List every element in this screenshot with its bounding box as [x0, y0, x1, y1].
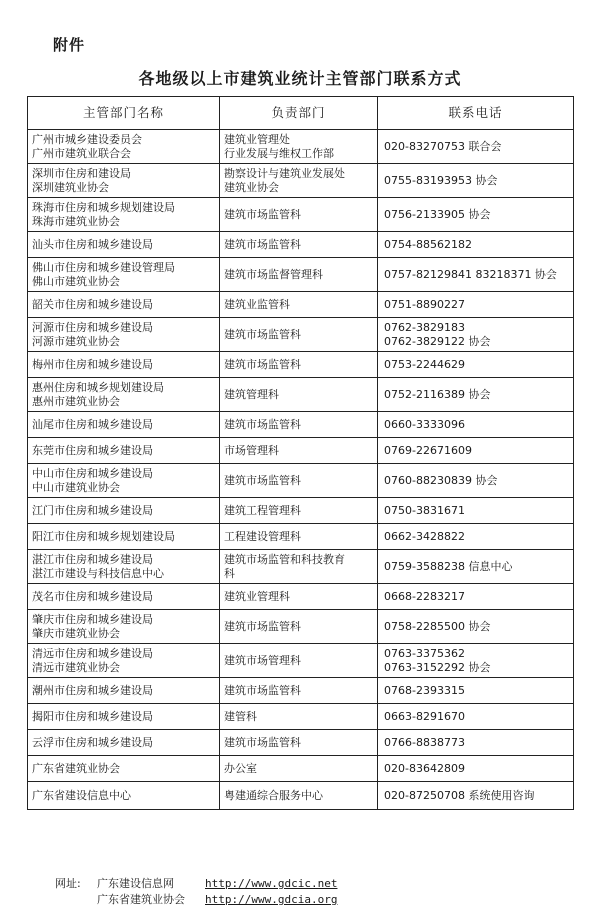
table-row [28, 550, 574, 584]
cell-line: 0751-8890227 [384, 297, 465, 311]
table-row [28, 464, 574, 498]
org-cell [28, 464, 220, 498]
cell-line: 建筑市场监管科 [224, 619, 301, 633]
cell-line: 惠州住房和城乡规划建设局 [32, 380, 164, 394]
cell-line: 珠海市建筑业协会 [32, 214, 120, 228]
phone-cell [378, 378, 574, 412]
phone-cell [378, 610, 574, 644]
phone-cell [378, 730, 574, 756]
dept-cell [220, 756, 378, 782]
phone-cell [378, 498, 574, 524]
cell-line: 020-83642809 [384, 761, 465, 775]
phone-cell [378, 704, 574, 730]
table-row [28, 292, 574, 318]
dept-cell [220, 610, 378, 644]
org-cell [28, 232, 220, 258]
table-row [28, 644, 574, 678]
cell-line: 建筑市场监管科 [224, 327, 301, 341]
org-cell [28, 292, 220, 318]
org-cell [28, 130, 220, 164]
table-row [28, 198, 574, 232]
phone-cell [378, 438, 574, 464]
dept-cell [220, 232, 378, 258]
table-row [28, 438, 574, 464]
cell-line: 佛山市建筑业协会 [32, 274, 120, 288]
dept-cell [220, 644, 378, 678]
cell-line: 河源市住房和城乡建设局 [32, 320, 153, 334]
cell-line: 中山市住房和城乡建设局 [32, 466, 153, 480]
cell-line: 梅州市住房和城乡建设局 [32, 357, 153, 371]
document-title: 各地级以上市建筑业统计主管部门联系方式 [138, 69, 462, 88]
dept-cell [220, 498, 378, 524]
cell-line: 广东省建设信息中心 [32, 788, 131, 802]
dept-cell [220, 550, 378, 584]
cell-line: 建筑业协会 [224, 180, 279, 194]
cell-line: 建筑业管理科 [224, 589, 290, 603]
cell-line: 建筑市场监管科 [224, 473, 301, 487]
phone-cell [378, 258, 574, 292]
table-row [28, 498, 574, 524]
cell-line: 肇庆市住房和城乡建设局 [32, 612, 153, 626]
cell-line: 云浮市住房和城乡建设局 [32, 735, 153, 749]
cell-line: 建筑工程管理科 [224, 503, 301, 517]
cell-line: 建筑市场管理科 [224, 653, 301, 667]
phone-cell [378, 678, 574, 704]
dept-cell [220, 318, 378, 352]
cell-line: 建筑市场监管和科技教育 [224, 552, 345, 566]
table-row [28, 678, 574, 704]
org-cell [28, 438, 220, 464]
cell-line: 0757-82129841 83218371 协会 [384, 267, 557, 281]
header-dept: 负责部门 [220, 97, 378, 130]
dept-cell [220, 292, 378, 318]
table-row [28, 584, 574, 610]
cell-line: 粤建通综合服务中心 [224, 788, 323, 802]
attachment-label: 附件 [53, 36, 86, 54]
cell-line: 东莞市住房和城乡建设局 [32, 443, 153, 457]
org-cell [28, 164, 220, 198]
dept-cell [220, 678, 378, 704]
dept-cell [220, 258, 378, 292]
org-cell [28, 584, 220, 610]
org-cell [28, 352, 220, 378]
cell-line: 0750-3831671 [384, 503, 465, 517]
cell-line: 行业发展与维权工作部 [224, 146, 334, 160]
cell-line: 潮州市住房和城乡建设局 [32, 683, 153, 697]
phone-cell [378, 232, 574, 258]
cell-line: 科 [224, 566, 235, 580]
cell-line: 勘察设计与建筑业发展处 [224, 166, 345, 180]
cell-line: 揭阳市住房和城乡建设局 [32, 709, 153, 723]
footer-label: 网址: [55, 877, 81, 890]
org-cell [28, 678, 220, 704]
dept-cell [220, 584, 378, 610]
phone-cell [378, 292, 574, 318]
cell-line: 韶关市住房和城乡建设局 [32, 297, 153, 311]
org-cell [28, 704, 220, 730]
cell-line: 0763-3152292 协会 [384, 660, 491, 674]
cell-line: 深圳市住房和建设局 [32, 166, 131, 180]
cell-line: 0754-88562182 [384, 237, 472, 251]
dept-cell [220, 412, 378, 438]
table-row [28, 318, 574, 352]
cell-line: 肇庆市建筑业协会 [32, 626, 120, 640]
cell-line: 中山市建筑业协会 [32, 480, 120, 494]
cell-line: 湛江市建设与科技信息中心 [32, 566, 164, 580]
dept-cell [220, 524, 378, 550]
cell-line: 0766-8838773 [384, 735, 465, 749]
table-row [28, 352, 574, 378]
cell-line: 建筑管理科 [224, 387, 279, 401]
cell-line: 建筑市场监管科 [224, 207, 301, 221]
table-row [28, 756, 574, 782]
dept-cell [220, 130, 378, 164]
cell-line: 广州市建筑业联合会 [32, 146, 131, 160]
phone-cell [378, 584, 574, 610]
cell-line: 0662-3428822 [384, 529, 465, 543]
cell-line: 0759-3588238 信息中心 [384, 559, 513, 573]
phone-cell [378, 164, 574, 198]
dept-cell [220, 198, 378, 232]
cell-line: 阳江市住房和城乡规划建设局 [32, 529, 175, 543]
cell-line: 建筑市场监管科 [224, 683, 301, 697]
cell-line: 办公室 [224, 761, 257, 775]
cell-line: 0755-83193953 协会 [384, 173, 498, 187]
contacts-table [27, 96, 574, 810]
table-row [28, 524, 574, 550]
org-cell [28, 644, 220, 678]
dept-cell [220, 378, 378, 412]
org-cell [28, 782, 220, 810]
footer [55, 876, 337, 908]
cell-line: 0760-88230839 协会 [384, 473, 498, 487]
cell-line: 建筑市场监督管理科 [224, 267, 323, 281]
cell-line: 珠海市住房和城乡规划建设局 [32, 200, 175, 214]
cell-line: 惠州市建筑业协会 [32, 394, 120, 408]
org-cell [28, 756, 220, 782]
dept-cell [220, 438, 378, 464]
dept-cell [220, 704, 378, 730]
cell-line: 0660-3333096 [384, 417, 465, 431]
org-cell [28, 318, 220, 352]
phone-cell [378, 130, 574, 164]
cell-line: 河源市建筑业协会 [32, 334, 120, 348]
cell-line: 建筑市场监管科 [224, 357, 301, 371]
dept-cell [220, 164, 378, 198]
cell-line: 0768-2393315 [384, 683, 465, 697]
cell-line: 工程建设管理科 [224, 529, 301, 543]
header-phone: 联系电话 [378, 97, 574, 130]
table-row [28, 232, 574, 258]
org-cell [28, 378, 220, 412]
org-cell [28, 730, 220, 756]
table-row [28, 730, 574, 756]
table-row [28, 412, 574, 438]
phone-cell [378, 550, 574, 584]
site-name: 广东省建筑业协会 [97, 893, 185, 906]
cell-line: 0762-3829183 [384, 320, 465, 334]
cell-line: 清远市住房和城乡建设局 [32, 646, 153, 660]
cell-line: 佛山市住房和城乡建设管理局 [32, 260, 175, 274]
cell-line: 0663-8291670 [384, 709, 465, 723]
org-cell [28, 258, 220, 292]
footer-row [55, 876, 337, 892]
cell-line: 0758-2285500 协会 [384, 619, 491, 633]
cell-line: 市场管理科 [224, 443, 279, 457]
table-header-row [28, 97, 574, 130]
phone-cell [378, 318, 574, 352]
table-row [28, 164, 574, 198]
cell-line: 0756-2133905 协会 [384, 207, 491, 221]
phone-cell [378, 524, 574, 550]
dept-cell [220, 352, 378, 378]
cell-line: 汕头市住房和城乡建设局 [32, 237, 153, 251]
cell-line: 建管科 [224, 709, 257, 723]
cell-line: 0752-2116389 协会 [384, 387, 491, 401]
org-cell [28, 610, 220, 644]
org-cell [28, 498, 220, 524]
table-row [28, 258, 574, 292]
dept-cell [220, 782, 378, 810]
table-row [28, 782, 574, 810]
cell-line: 深圳建筑业协会 [32, 180, 109, 194]
phone-cell [378, 644, 574, 678]
cell-line: 0762-3829122 协会 [384, 334, 491, 348]
cell-line: 湛江市住房和城乡建设局 [32, 552, 153, 566]
table-row [28, 610, 574, 644]
cell-line: 建筑市场监管科 [224, 417, 301, 431]
cell-line: 0753-2244629 [384, 357, 465, 371]
cell-line: 茂名市住房和城乡建设局 [32, 589, 153, 603]
org-cell [28, 524, 220, 550]
phone-cell [378, 782, 574, 810]
cell-line: 建筑市场监管科 [224, 735, 301, 749]
cell-line: 建筑市场监管科 [224, 237, 301, 251]
cell-line: 汕尾市住房和城乡建设局 [32, 417, 153, 431]
cell-line: 0763-3375362 [384, 646, 465, 660]
phone-cell [378, 198, 574, 232]
table-row [28, 704, 574, 730]
cell-line: 广州市城乡建设委员会 [32, 132, 142, 146]
table-row [28, 130, 574, 164]
org-cell [28, 412, 220, 438]
cell-line: 清远市建筑业协会 [32, 660, 120, 674]
cell-line: 建筑业管理处 [224, 132, 290, 146]
table-row [28, 378, 574, 412]
site-link[interactable]: http://www.gdcic.net [205, 877, 338, 890]
phone-cell [378, 756, 574, 782]
org-cell [28, 198, 220, 232]
phone-cell [378, 412, 574, 438]
site-link[interactable]: http://www.gdcia.org [205, 893, 338, 906]
phone-cell [378, 464, 574, 498]
cell-line: 0769-22671609 [384, 443, 472, 457]
cell-line: 020-83270753 联合会 [384, 139, 502, 153]
site-name: 广东建设信息网 [97, 877, 174, 890]
footer-row [55, 892, 337, 908]
cell-line: 江门市住房和城乡建设局 [32, 503, 153, 517]
cell-line: 建筑业监管科 [224, 297, 290, 311]
org-cell [28, 550, 220, 584]
header-org: 主管部门名称 [28, 97, 220, 130]
cell-line: 广东省建筑业协会 [32, 761, 120, 775]
dept-cell [220, 464, 378, 498]
phone-cell [378, 352, 574, 378]
cell-line: 0668-2283217 [384, 589, 465, 603]
dept-cell [220, 730, 378, 756]
cell-line: 020-87250708 系统使用咨询 [384, 788, 535, 802]
